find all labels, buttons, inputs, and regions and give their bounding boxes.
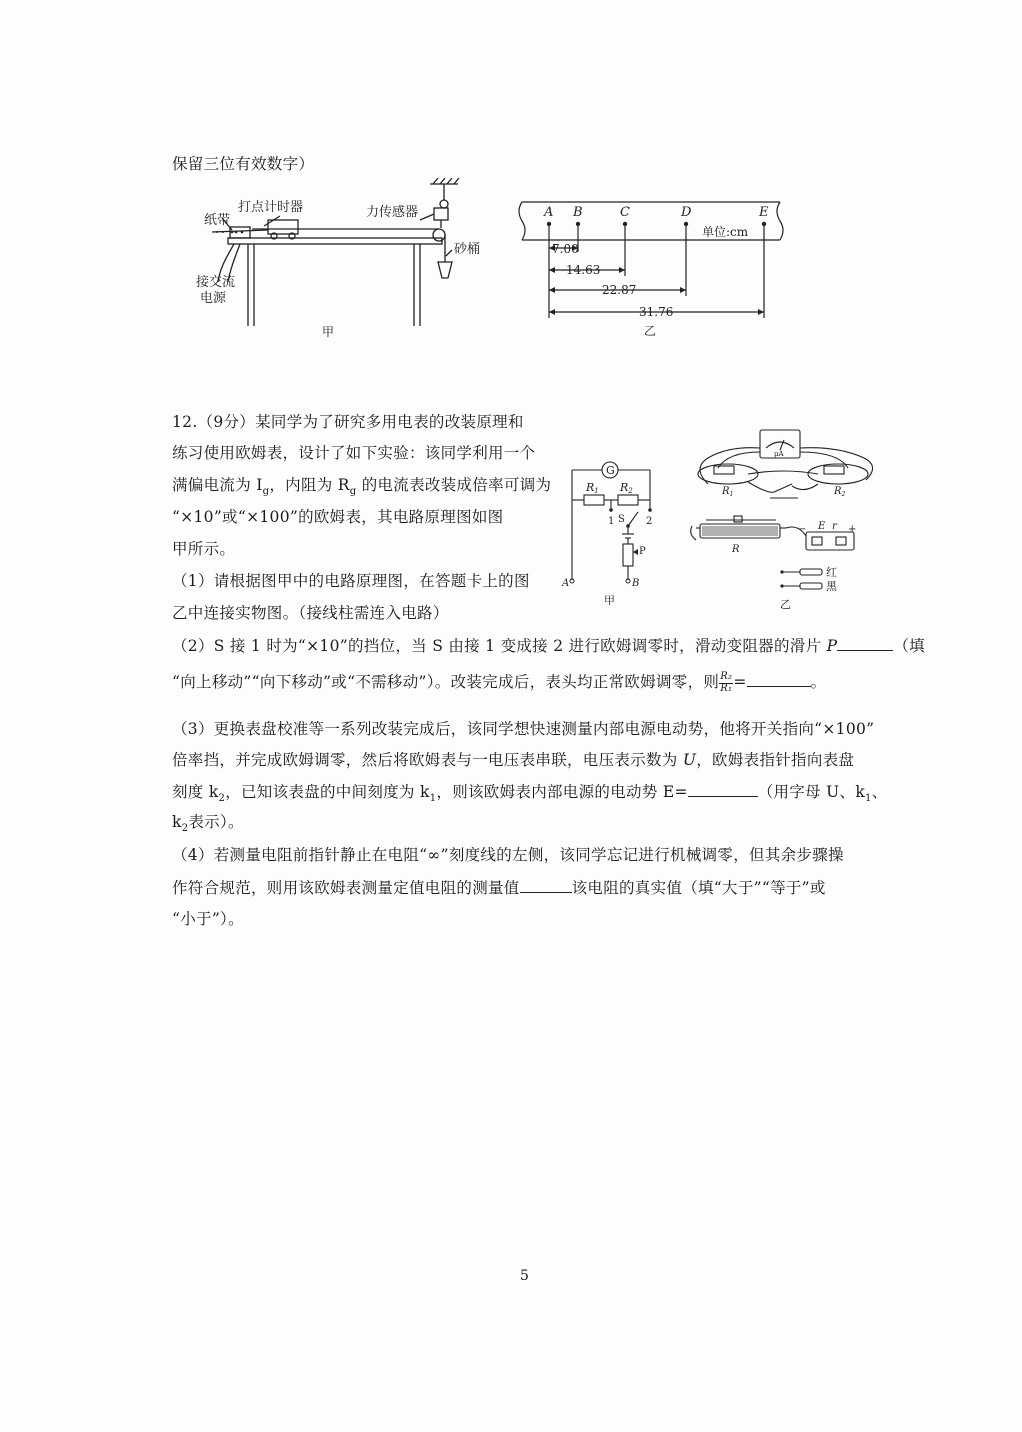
circuit-terminal-a: A bbox=[562, 578, 570, 589]
q12-part2-line-1: （2）S 接 1 时为“×10”的挡位，当 S 由接 1 变成接 2 进行欧姆调零时，滑动变阻器的滑片 P （填 bbox=[172, 637, 925, 655]
apparatus-figure bbox=[190, 178, 510, 338]
circuit-terminal-b: B bbox=[632, 578, 640, 589]
q12-part1-line-2: 乙中连接实物图。（接线柱需连入电路） bbox=[172, 604, 449, 622]
circuit-r1: R bbox=[586, 481, 595, 494]
point-e: E bbox=[759, 205, 769, 220]
circuit-switch-s: S bbox=[618, 514, 625, 525]
answer-blank-slider[interactable] bbox=[837, 638, 893, 651]
q12-part2-line-2: “向上移动”“向下移动”或“不需移动”）。改装完成后，表头均正常欧姆调零，则 $\frac{\text{R₂}}{\text{R₁}}$ = 。 bbox=[172, 671, 827, 694]
fig-yi-caption: 乙 bbox=[644, 324, 657, 338]
unit-label: 单位:cm bbox=[702, 225, 749, 239]
dist-ac: 14.63 bbox=[566, 263, 601, 277]
device-plus: + bbox=[848, 524, 857, 535]
answer-blank-ratio[interactable] bbox=[747, 674, 811, 687]
device-r1: R bbox=[722, 486, 730, 497]
point-b: B bbox=[573, 205, 583, 220]
q12-part3-line-1: （3）更换表盘校准等一系列改装完成后，该同学想快速测量内部电源电动势，他将开关指向“×100” bbox=[172, 720, 875, 738]
q12-part4-line-3: “小于”）。 bbox=[172, 910, 244, 928]
circuit-caption: 甲 bbox=[604, 594, 615, 607]
dist-ae: 31.76 bbox=[639, 305, 674, 319]
answer-blank-emf[interactable] bbox=[688, 784, 758, 797]
q12-part1-line-1: （1）请根据图甲中的电路原理图，在答题卡上的图 bbox=[172, 572, 530, 590]
tape-label: 纸带 bbox=[204, 213, 231, 228]
circuit-slider-p: P bbox=[639, 546, 646, 557]
svg-text:R2: $R_2$ bbox=[834, 486, 846, 498]
dist-ab: 7.00 bbox=[552, 242, 579, 256]
device-r2: R bbox=[834, 486, 842, 497]
answer-blank-compare[interactable] bbox=[520, 880, 572, 893]
page-number: 5 bbox=[520, 1268, 529, 1284]
device-caption: 乙 bbox=[780, 598, 791, 611]
q12-part3-line-4: $k_2$表示）。 bbox=[172, 813, 244, 835]
dist-ad: 22.87 bbox=[602, 283, 637, 297]
device-drawing bbox=[688, 428, 888, 612]
point-c: C bbox=[620, 205, 630, 220]
fig-jia-caption: 甲 bbox=[322, 325, 335, 338]
device-minus: − bbox=[798, 524, 807, 535]
svg-text:R2: R2 bbox=[620, 481, 633, 495]
circuit-terminal-1: 1 bbox=[608, 516, 615, 527]
ratio-fraction: $\frac{\text{R₂}}{\text{R₁}}$ bbox=[720, 671, 733, 694]
q12-part4-line-2: 作符合规范，则用该欧姆表测量定值电阻的测量值 该电阻的真实值（填“大于”“等于”或 bbox=[172, 879, 826, 897]
q12-line-3: 满偏电流为 $I_g$，内阻为 $R_g$ 的电流表改装成倍率可调为 bbox=[172, 476, 552, 498]
q12-line-1: 12.（9分）某同学为了研究多用电表的改装原理和 bbox=[172, 413, 524, 431]
device-battery-e: E bbox=[818, 521, 826, 532]
probe-red-label: 红 bbox=[826, 566, 837, 579]
ac-label-1: 接交流 bbox=[196, 275, 236, 290]
device-meter-label: μA bbox=[774, 450, 784, 458]
sensor-label: 力传感器 bbox=[366, 205, 419, 220]
circuit-g: G bbox=[606, 464, 615, 477]
point-a: A bbox=[544, 205, 554, 220]
ac-label-2: 电源 bbox=[200, 291, 227, 306]
tape-figure bbox=[514, 192, 784, 338]
point-d: D bbox=[681, 205, 692, 220]
bucket-label: 砂桶 bbox=[454, 242, 481, 257]
device-battery-r: r bbox=[832, 521, 837, 532]
q12-part3-line-3: 刻度 $k_2$，已知该表盘的中间刻度为 $k_1$，则该欧姆表内部电源的电动势 E= （用字母 U、$k_1$、 bbox=[172, 783, 888, 805]
q12-part4-line-1: （4）若测量电阻前指针静止在电阻“∞”刻度线的左侧，该同学忘记进行机械调零，但其余步骤操 bbox=[172, 846, 844, 864]
timer-label: 打点计时器 bbox=[238, 200, 304, 215]
q12-part3-line-2: 倍率挡，并完成欧姆调零，然后将欧姆表与一电压表串联，电压表示数为 U，欧姆表指针指向表盘 bbox=[172, 751, 855, 769]
q12-line-2: 练习使用欧姆表，设计了如下实验：该同学利用一个 bbox=[172, 444, 536, 462]
circuit-diagram bbox=[560, 460, 670, 608]
svg-text:R1: $R_1$ bbox=[722, 486, 734, 498]
top-line: 保留三位有效数字） bbox=[172, 155, 315, 173]
circuit-terminal-2: 2 bbox=[646, 516, 653, 527]
device-rheostat-r: R bbox=[732, 544, 740, 555]
svg-text:R1: R1 bbox=[586, 481, 599, 495]
probe-black-label: 黑 bbox=[826, 580, 837, 593]
circuit-r2: R bbox=[620, 481, 629, 494]
q12-line-5: 甲所示。 bbox=[172, 540, 236, 558]
q12-line-4: “×10”或“×100”的欧姆表，其电路原理图如图 bbox=[172, 508, 504, 526]
